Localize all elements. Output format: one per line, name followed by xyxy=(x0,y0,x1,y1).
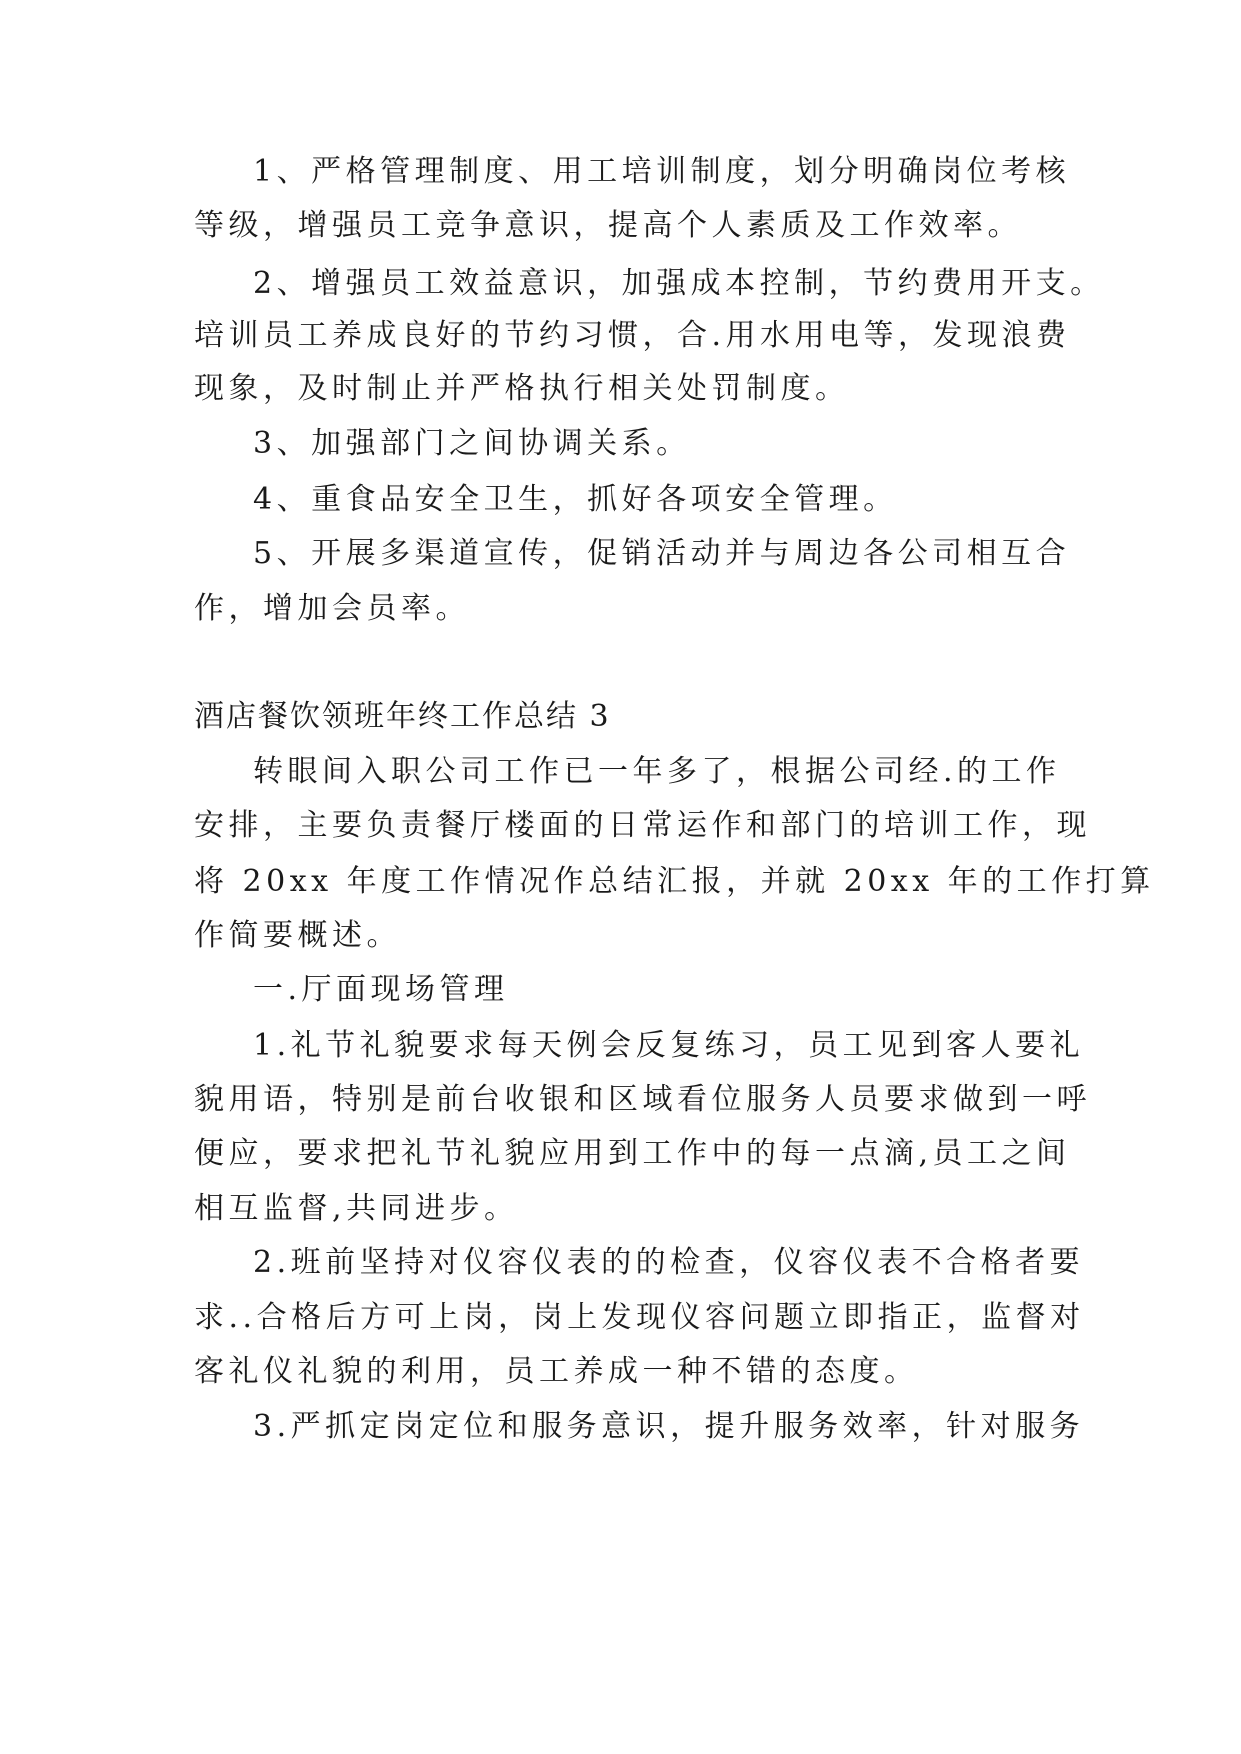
paragraph-line: 安排，主要负责餐厅楼面的日常运作和部门的培训工作，现 xyxy=(194,808,1091,843)
paragraph-line: 1.礼节礼貌要求每天例会反复练习，员工见到客人要礼 xyxy=(253,1028,1085,1063)
paragraph-line: 4、重食品安全卫生，抓好各项安全管理。 xyxy=(253,482,898,517)
paragraph-line: 2、增强员工效益意识，加强成本控制，节约费用开支。 xyxy=(253,266,1105,301)
paragraph-line: 作，增加会员率。 xyxy=(194,591,470,626)
paragraph-line: 5、开展多渠道宣传，促销活动并与周边各公司相互合 xyxy=(253,536,1071,571)
paragraph-line: 转眼间入职公司工作已一年多了，根据公司经.的工作 xyxy=(253,754,1061,789)
paragraph-line: 客礼仪礼貌的利用，员工养成一种不错的态度。 xyxy=(194,1354,919,1389)
paragraph-line: 等级，增强员工竞争意识，提高个人素质及工作效率。 xyxy=(194,208,1022,243)
paragraph-line: 将 20xx 年度工作情况作总结汇报，并就 20xx 年的工作打算 xyxy=(194,864,1155,899)
paragraph-line: 1、严格管理制度、用工培训制度，划分明确岗位考核 xyxy=(253,154,1071,189)
paragraph-line: 培训员工养成良好的节约习惯，合.用水用电等，发现浪费 xyxy=(194,318,1071,353)
paragraph-line: 作简要概述。 xyxy=(194,918,401,953)
subsection-heading: 一.厅面现场管理 xyxy=(253,972,509,1007)
paragraph-line: 便应，要求把礼节礼貌应用到工作中的每一点滴,员工之间 xyxy=(194,1136,1071,1171)
paragraph-line: 现象，及时制止并严格执行相关处罚制度。 xyxy=(194,371,850,406)
paragraph-line: 求..合格后方可上岗，岗上发现仪容问题立即指正，监督对 xyxy=(194,1300,1085,1335)
paragraph-line: 貌用语，特别是前台收银和区域看位服务人员要求做到一呼 xyxy=(194,1082,1091,1117)
paragraph-line: 3、加强部门之间协调关系。 xyxy=(253,426,691,461)
paragraph-line: 2.班前坚持对仪容仪表的的检查，仪容仪表不合格者要 xyxy=(253,1245,1085,1280)
paragraph-line: 相互监督,共同进步。 xyxy=(194,1191,519,1226)
paragraph-line: 3.严抓定岗定位和服务意识，提升服务效率，针对服务 xyxy=(253,1409,1085,1444)
section-heading: 酒店餐饮领班年终工作总结 3 xyxy=(194,699,611,734)
